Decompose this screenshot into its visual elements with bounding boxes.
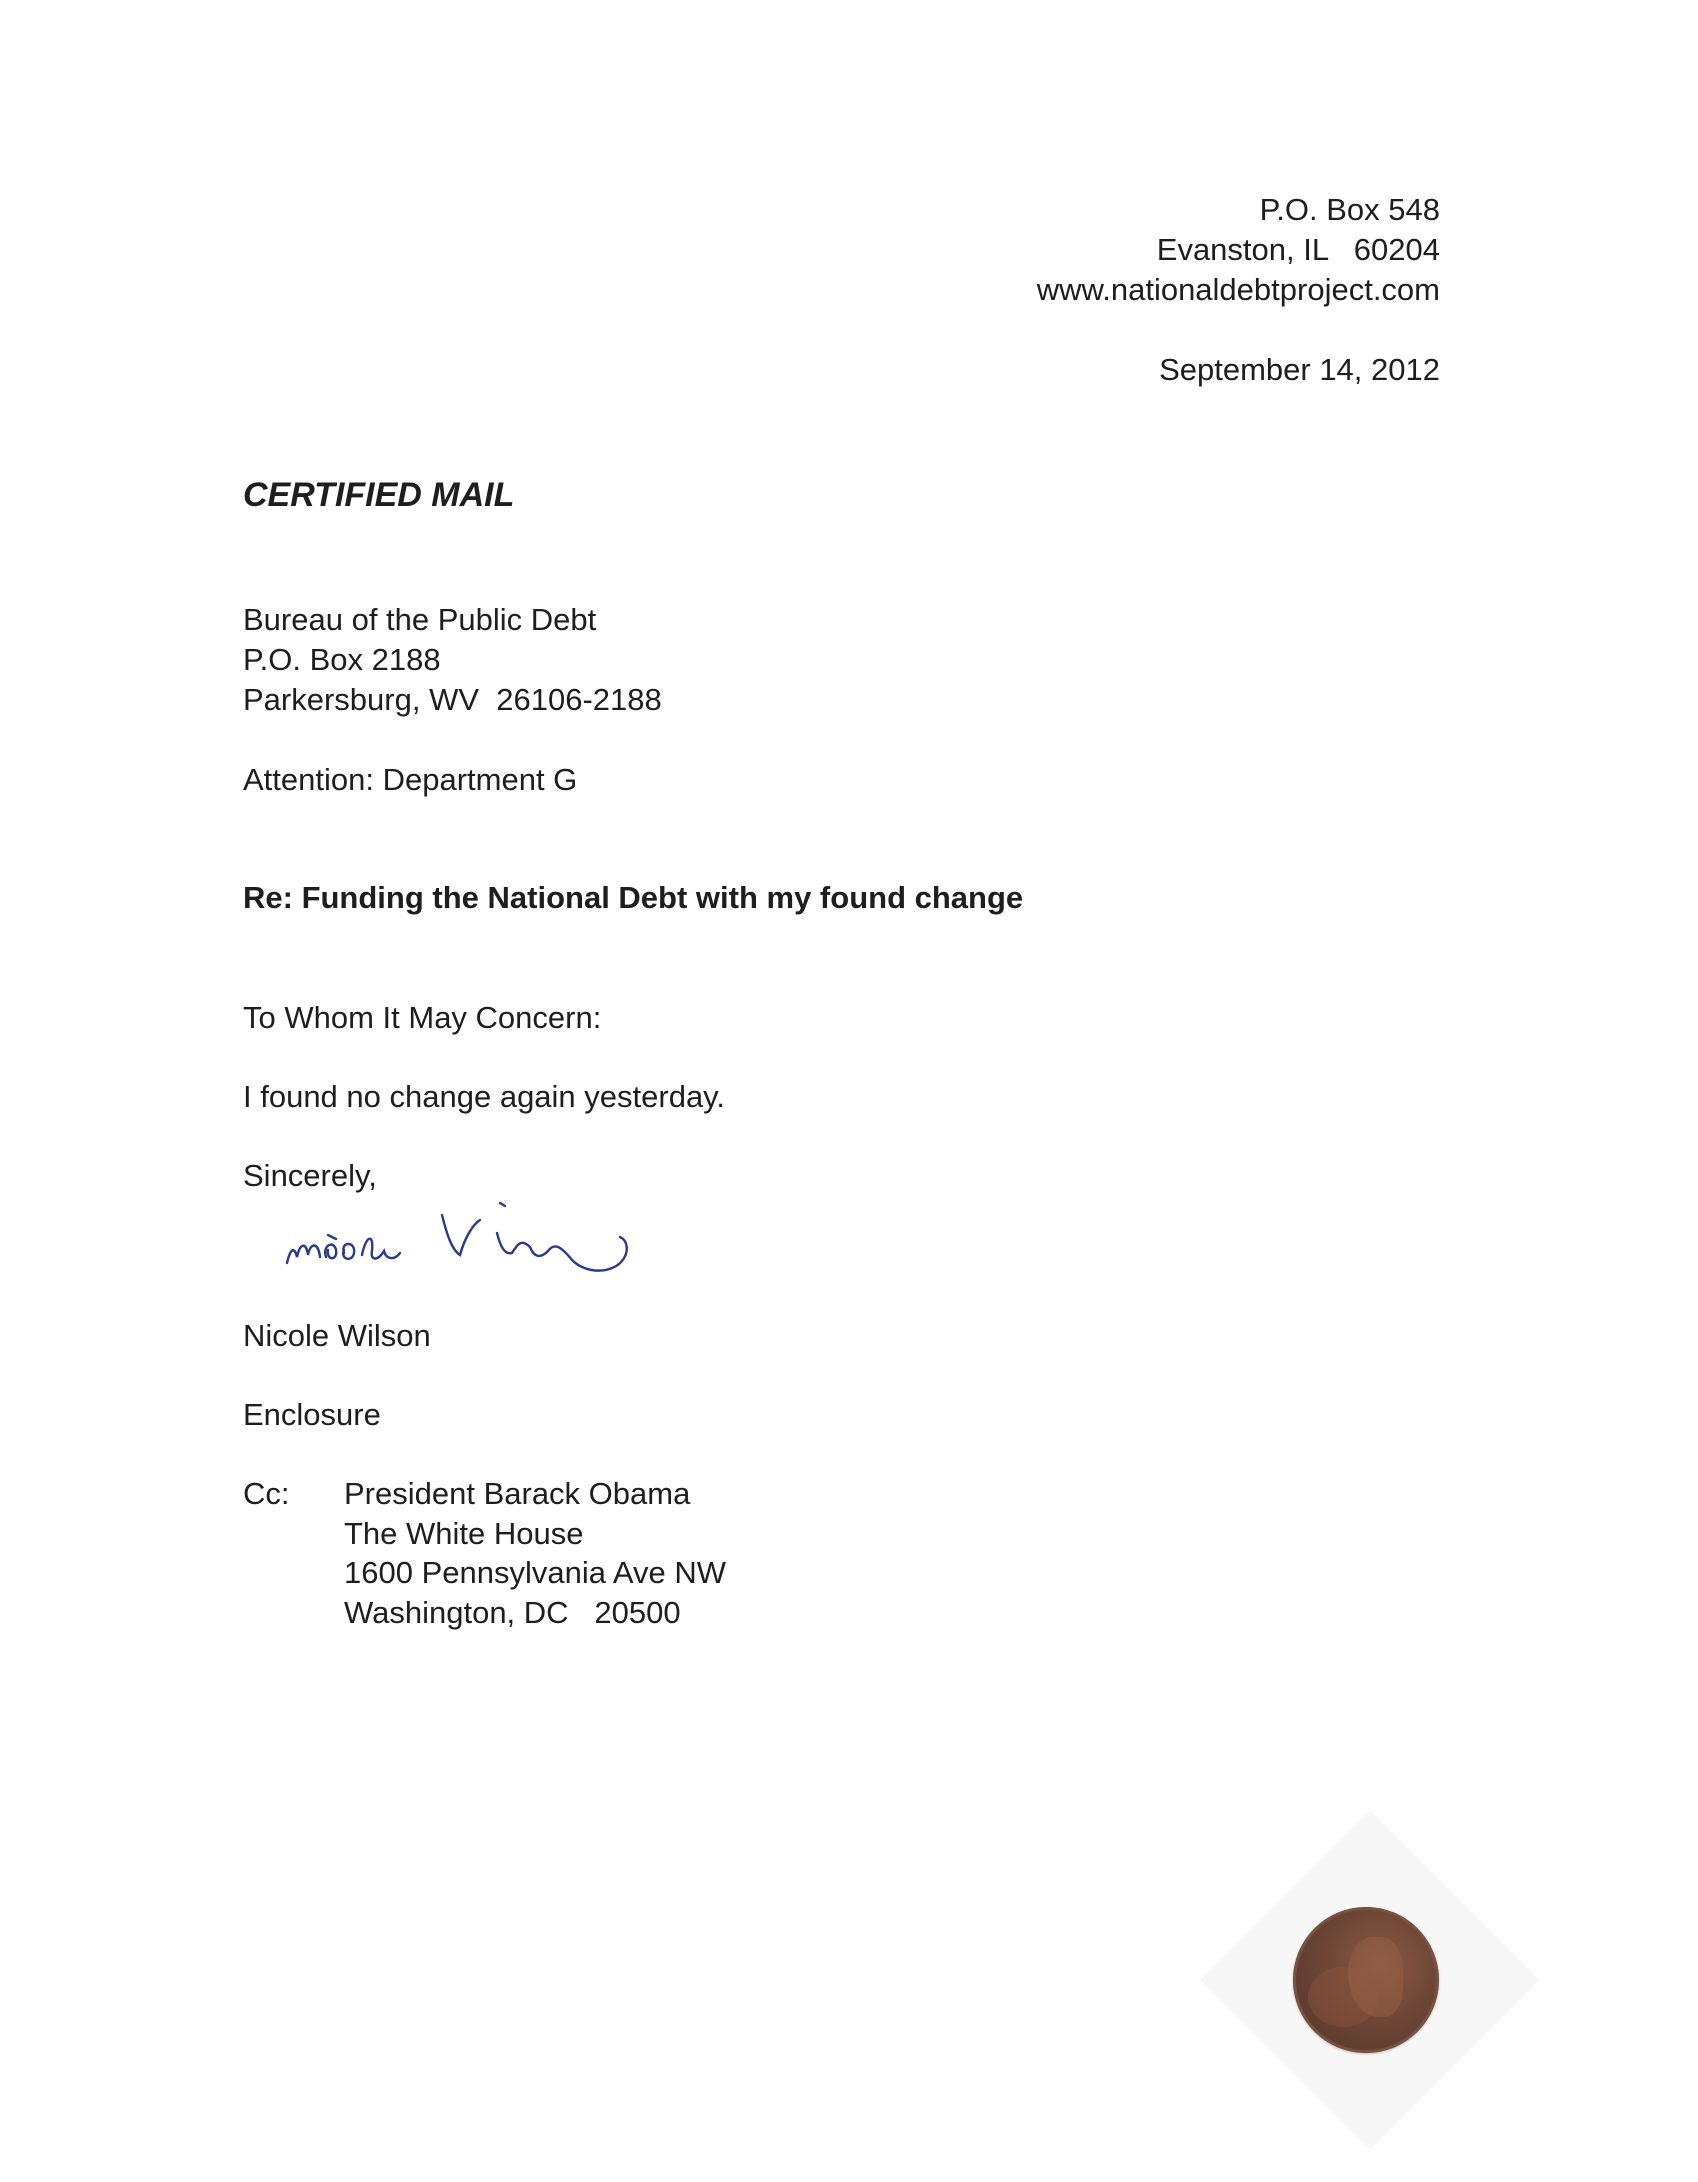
salutation: To Whom It May Concern: xyxy=(243,1000,602,1035)
letter-date: September 14, 2012 xyxy=(1159,352,1440,387)
sender-website: www.nationaldebtproject.com xyxy=(1036,272,1440,307)
signer-name: Nicole Wilson xyxy=(243,1318,431,1353)
signature xyxy=(282,1195,682,1295)
recipient-address-line1: P.O. Box 2188 xyxy=(243,642,441,677)
cc-line-1: President Barack Obama xyxy=(344,1476,691,1511)
sender-address-line2: Evanston, IL 60204 xyxy=(1156,232,1440,267)
cc-line-2: The White House xyxy=(344,1516,584,1551)
recipient-name: Bureau of the Public Debt xyxy=(243,602,597,637)
recipient-address-line2: Parkersburg, WV 26106-2188 xyxy=(243,682,662,717)
penny-icon xyxy=(1293,1907,1439,2053)
enclosure-note: Enclosure xyxy=(243,1397,381,1432)
delivery-method: CERTIFIED MAIL xyxy=(243,476,515,514)
cc-label: Cc: xyxy=(243,1476,290,1511)
subject-line: Re: Funding the National Debt with my found change xyxy=(243,880,1024,915)
attention-line: Attention: Department G xyxy=(243,762,578,797)
closing: Sincerely, xyxy=(243,1158,377,1193)
body-text: I found no change again yesterday. xyxy=(243,1079,725,1114)
cc-line-3: 1600 Pennsylvania Ave NW xyxy=(344,1555,726,1590)
sender-address-line1: P.O. Box 548 xyxy=(1259,192,1440,227)
cc-line-4: Washington, DC 20500 xyxy=(344,1595,681,1630)
